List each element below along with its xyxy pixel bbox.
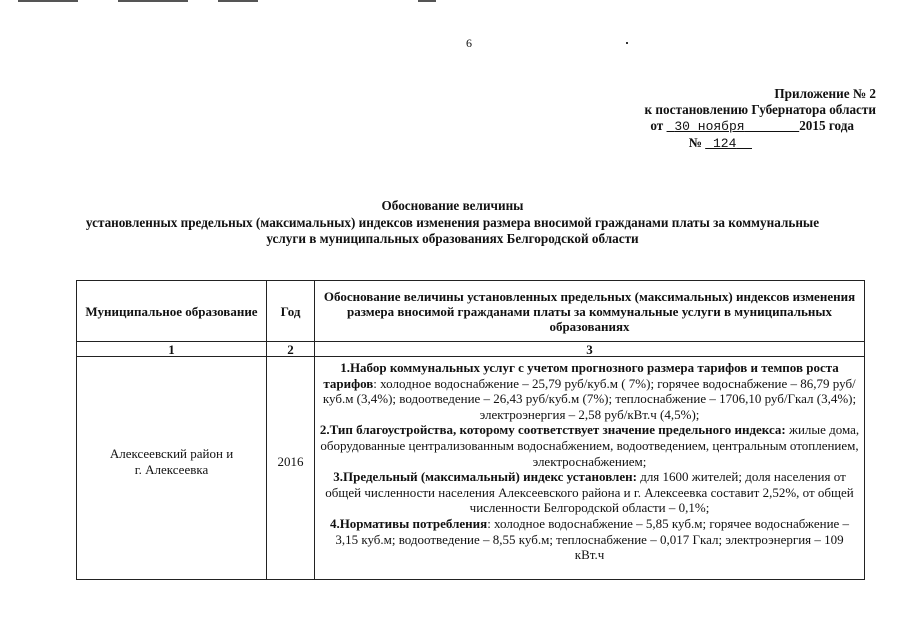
item-label: 2.Тип благоустройства, которому соответствует значение предельного индекса:	[319, 422, 786, 438]
item-text: жилые дома, оборудованные централизованным водоснабжением, водоотведением, центральным отоплением, электроснабжением;	[320, 422, 860, 469]
header-row	[77, 281, 865, 342]
header-year: Год	[267, 281, 315, 342]
title-line-1: Обоснование величины	[381, 198, 524, 213]
item-text: : холодное водоснабжение – 5,85 куб.м; горячее водоснабжение – 3,15 куб.м; водоотведение – 8,55 куб.м; теплоснабжение – 0,017 Гкал; электроэнергия – 109 кВт.ч	[335, 515, 850, 563]
table-row	[77, 357, 865, 580]
item-text: : холодное водоснабжение – 25,79 руб/куб.м ( 7%); горячее водоснабжение – 86,79 руб/куб.м (3,4%); водоотведение – 26,43 руб/куб.м (7%); теплоснабжение – 1706,10 руб/Гкал (3,4%); электроэнергия – 2,58 руб/кВт.ч (4,5%);	[322, 375, 857, 422]
item-label: 4.Нормативы потребления	[329, 515, 488, 531]
item-index	[319, 469, 860, 516]
appendix-number	[560, 135, 876, 152]
header-justification: Обоснование величины установленных предельных (максимальных) индексов изменения размера вносимой гражданами платы за коммунальные услуги в муниципальных образованиях	[315, 281, 865, 342]
date-handwritten: 30 ноября	[674, 119, 745, 134]
number-prefix: №	[688, 135, 702, 150]
header-municipality: Муниципальное образование	[77, 281, 267, 342]
scan-edge-line	[18, 0, 78, 2]
justification-table	[76, 280, 865, 580]
column-number-row	[77, 342, 865, 357]
item-norms	[319, 516, 860, 563]
year-cell: 2016	[267, 357, 315, 580]
municipality-cell	[77, 357, 267, 580]
document-title	[0, 198, 905, 248]
scan-edge-line	[418, 0, 436, 2]
municipality-line-1: Алексеевский район и	[109, 445, 234, 461]
item-text: для 1600 жителей; доля населения от общей численности населения Алексеевского района и г. Алексеевка составит 2,52%, от общей численности Белгородской области – 0,1%;	[325, 469, 854, 516]
date-suffix: 2015 года	[799, 118, 854, 133]
appendix-date	[560, 118, 876, 135]
appendix-resolution: к постановлению Губернатора области	[644, 102, 876, 117]
column-number: 2	[267, 342, 315, 357]
municipality-line-2: г. Алексеевка	[134, 461, 209, 477]
title-line-3: услуги в муниципальных образованиях Белгородской области	[266, 231, 639, 246]
date-prefix: от	[650, 118, 664, 133]
title-line-2: установленных предельных (максимальных) индексов изменения размера вносимой гражданами платы за коммунальные	[85, 214, 820, 230]
item-tariffs	[319, 360, 860, 422]
scan-speck	[626, 42, 628, 44]
page-number: 6	[466, 36, 472, 50]
item-label: 3.Предельный (максимальный) индекс установлен:	[333, 469, 637, 485]
appendix-block	[560, 86, 876, 152]
number-handwritten: 124	[712, 136, 737, 151]
scan-edge-line	[218, 0, 258, 2]
item-label: 1.Набор коммунальных услуг с учетом прогнозного размера тарифов и темпов роста тарифов	[323, 360, 839, 391]
appendix-title: Приложение № 2	[774, 86, 876, 101]
column-number: 1	[77, 342, 267, 357]
item-amenities	[319, 422, 860, 469]
scan-edge-line	[118, 0, 188, 2]
justification-cell	[315, 357, 865, 580]
column-number: 3	[315, 342, 865, 357]
